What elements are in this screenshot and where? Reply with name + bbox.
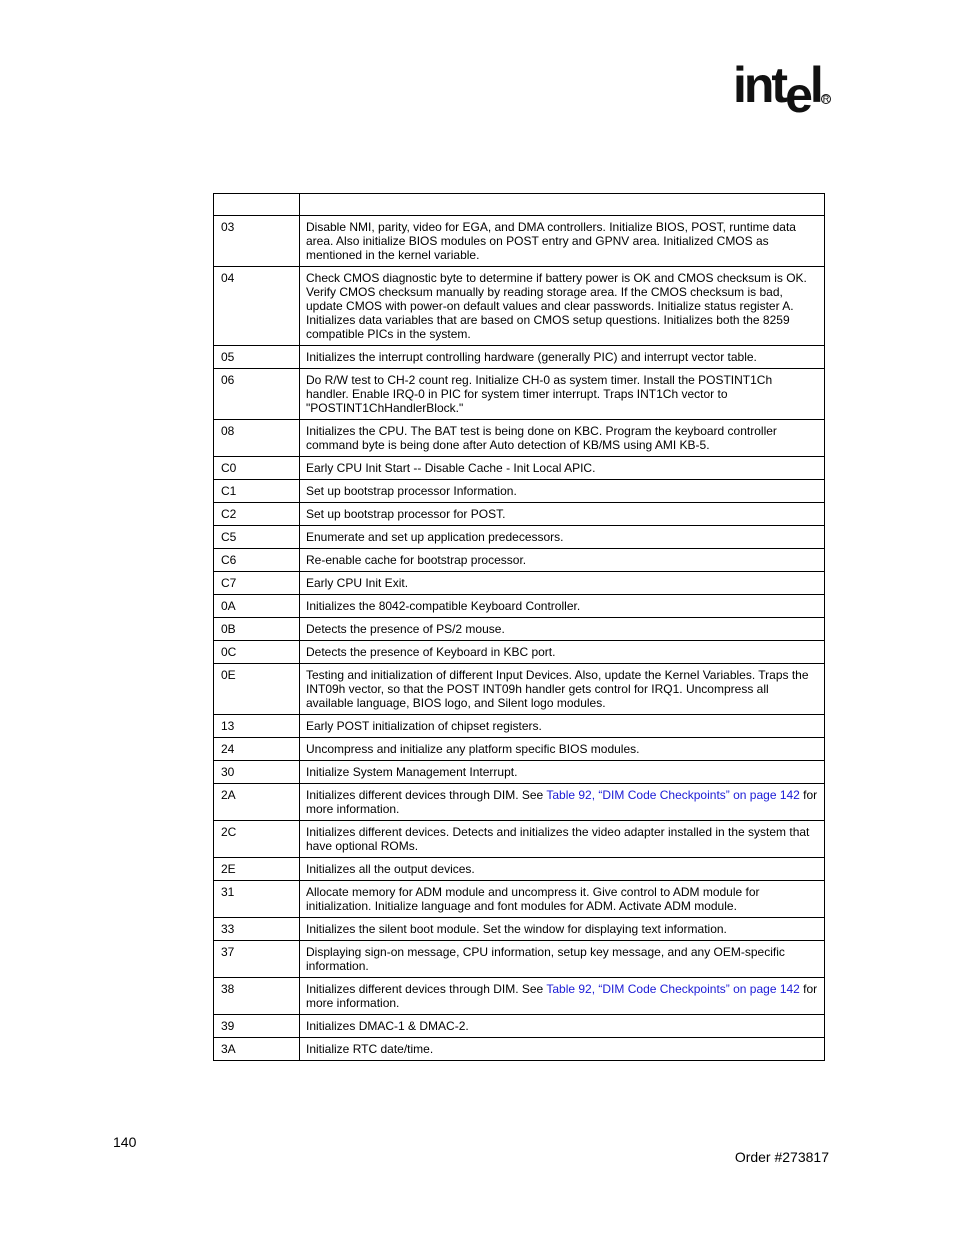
description-text: for more information. bbox=[306, 982, 818, 1010]
table-row bbox=[214, 457, 825, 480]
checkpoint-description: Detects the presence of PS/2 mouse. bbox=[300, 618, 825, 641]
table-row bbox=[214, 480, 825, 503]
checkpoint-description: Early CPU Init Exit. bbox=[300, 572, 825, 595]
checkpoint-code: 2A bbox=[214, 784, 300, 821]
checkpoint-description: Testing and initialization of different Input Devices. Also, update the Kernel Variables. Traps the INT09h vector, so that the POST INT09h handler gets control for IRQ1. Uncompress all available language, BIOS logo, and Silent logo modules. bbox=[300, 664, 825, 715]
checkpoint-description: Early POST initialization of chipset registers. bbox=[300, 715, 825, 738]
table-row bbox=[214, 821, 825, 858]
checkpoint-code: 24 bbox=[214, 738, 300, 761]
checkpoint-description: Initializes all the output devices. bbox=[300, 858, 825, 881]
checkpoint-description: Initializes different devices. Detects and initializes the video adapter installed in the system that have optional ROMs. bbox=[300, 821, 825, 858]
checkpoint-code: 30 bbox=[214, 761, 300, 784]
checkpoint-description: Do R/W test to CH-2 count reg. Initialize CH-0 as system timer. Install the POSTINT1Ch handler. Enable IRQ-0 in PIC for system timer interrupt. Traps INT1Ch vector to "POSTINT1ChHandlerBlock." bbox=[300, 369, 825, 420]
checkpoint-description: Detects the presence of Keyboard in KBC port. bbox=[300, 641, 825, 664]
checkpoint-code: C0 bbox=[214, 457, 300, 480]
checkpoint-code: 05 bbox=[214, 346, 300, 369]
checkpoint-description: Initializes the CPU. The BAT test is being done on KBC. Program the keyboard controller command byte is being done after Auto detection of KB/MS using AMI KB-5. bbox=[300, 420, 825, 457]
description-text: Initializes different devices through DIM. See bbox=[306, 788, 547, 802]
checkpoint-code: 0C bbox=[214, 641, 300, 664]
table-row bbox=[214, 503, 825, 526]
table-row bbox=[214, 1038, 825, 1061]
checkpoint-code: C5 bbox=[214, 526, 300, 549]
table-row bbox=[214, 1015, 825, 1038]
table-row bbox=[214, 738, 825, 761]
checkpoint-code: 13 bbox=[214, 715, 300, 738]
table-row bbox=[214, 881, 825, 918]
checkpoint-description: Initializes the silent boot module. Set the window for displaying text information. bbox=[300, 918, 825, 941]
table-row bbox=[214, 420, 825, 457]
checkpoint-code: C6 bbox=[214, 549, 300, 572]
checkpoint-code: 39 bbox=[214, 1015, 300, 1038]
table-row bbox=[214, 618, 825, 641]
checkpoint-code: 38 bbox=[214, 978, 300, 1015]
checkpoint-code: 08 bbox=[214, 420, 300, 457]
intel-logo bbox=[733, 57, 833, 123]
checkpoint-code: 31 bbox=[214, 881, 300, 918]
checkpoint-description: Check CMOS diagnostic byte to determine if battery power is OK and CMOS checksum is OK. Verify CMOS checksum manually by reading storage area. If the CMOS checksum is bad, update CMOS with power-on default values and clear passwords. Initialize status register A. Initializes data variables that are based on CMOS setup questions. Initializes both the 8259 compatible PICs in the system. bbox=[300, 267, 825, 346]
checkpoint-code: 37 bbox=[214, 941, 300, 978]
description-text: Initializes different devices through DIM. See bbox=[306, 982, 547, 996]
table-row bbox=[214, 369, 825, 420]
checkpoint-description: Initialize RTC date/time. bbox=[300, 1038, 825, 1061]
checkpoint-description: Disable NMI, parity, video for EGA, and DMA controllers. Initialize BIOS, POST, runtime data area. Also initialize BIOS modules on POST entry and GPNV area. Initialized CMOS as mentioned in the kernel variable. bbox=[300, 216, 825, 267]
table-row bbox=[214, 761, 825, 784]
checkpoint-description: Displaying sign-on message, CPU information, setup key message, and any OEM-specific information. bbox=[300, 941, 825, 978]
checkpoint-description: Initializes the 8042-compatible Keyboard Controller. bbox=[300, 595, 825, 618]
checkpoint-table bbox=[213, 193, 825, 1061]
checkpoint-code: 33 bbox=[214, 918, 300, 941]
table-row bbox=[214, 664, 825, 715]
checkpoint-description: Uncompress and initialize any platform specific BIOS modules. bbox=[300, 738, 825, 761]
intel-logo-wordmark: intel bbox=[733, 57, 821, 123]
header-code bbox=[214, 194, 300, 216]
table-row bbox=[214, 526, 825, 549]
order-number: Order #273817 bbox=[734, 1149, 829, 1165]
table-row bbox=[214, 216, 825, 267]
table-reference-link[interactable]: Table 92, “DIM Code Checkpoints” on page 142 bbox=[546, 982, 800, 996]
registered-mark: R bbox=[822, 94, 830, 104]
checkpoint-code: 04 bbox=[214, 267, 300, 346]
table-row bbox=[214, 715, 825, 738]
table-row bbox=[214, 978, 825, 1015]
checkpoint-code: 06 bbox=[214, 369, 300, 420]
checkpoint-description: Initializes the interrupt controlling hardware (generally PIC) and interrupt vector table. bbox=[300, 346, 825, 369]
checkpoint-description: Initializes DMAC-1 & DMAC-2. bbox=[300, 1015, 825, 1038]
checkpoint-description: Allocate memory for ADM module and uncompress it. Give control to ADM module for initialization. Initialize language and font modules for ADM. Activate ADM module. bbox=[300, 881, 825, 918]
checkpoint-code: 03 bbox=[214, 216, 300, 267]
checkpoint-description: Re-enable cache for bootstrap processor. bbox=[300, 549, 825, 572]
checkpoint-code: 0E bbox=[214, 664, 300, 715]
table-row bbox=[214, 641, 825, 664]
table-row bbox=[214, 267, 825, 346]
header-description bbox=[300, 194, 825, 216]
table-row bbox=[214, 918, 825, 941]
checkpoint-description: Enumerate and set up application predecessors. bbox=[300, 526, 825, 549]
checkpoint-code: 3A bbox=[214, 1038, 300, 1061]
description-text: for more information. bbox=[306, 788, 818, 816]
table-row bbox=[214, 549, 825, 572]
table-row bbox=[214, 784, 825, 821]
checkpoint-code: C7 bbox=[214, 572, 300, 595]
checkpoint-description: Early CPU Init Start -- Disable Cache - Init Local APIC. bbox=[300, 457, 825, 480]
table-row bbox=[214, 572, 825, 595]
table-row bbox=[214, 346, 825, 369]
checkpoint-description: Initialize System Management Interrupt. bbox=[300, 761, 825, 784]
table-row bbox=[214, 941, 825, 978]
checkpoint-code: 2E bbox=[214, 858, 300, 881]
checkpoint-code: 2C bbox=[214, 821, 300, 858]
table-row bbox=[214, 858, 825, 881]
checkpoint-description: Set up bootstrap processor for POST. bbox=[300, 503, 825, 526]
table-header-row bbox=[214, 194, 825, 216]
checkpoint-description: Set up bootstrap processor Information. bbox=[300, 480, 825, 503]
table-reference-link[interactable]: Table 92, “DIM Code Checkpoints” on page 142 bbox=[546, 788, 800, 802]
checkpoint-code: 0A bbox=[214, 595, 300, 618]
checkpoint-code: C1 bbox=[214, 480, 300, 503]
checkpoint-description bbox=[300, 784, 825, 821]
page-number: 140 bbox=[113, 1134, 137, 1150]
checkpoint-code: C2 bbox=[214, 503, 300, 526]
checkpoint-code: 0B bbox=[214, 618, 300, 641]
table-row bbox=[214, 595, 825, 618]
checkpoint-description bbox=[300, 978, 825, 1015]
